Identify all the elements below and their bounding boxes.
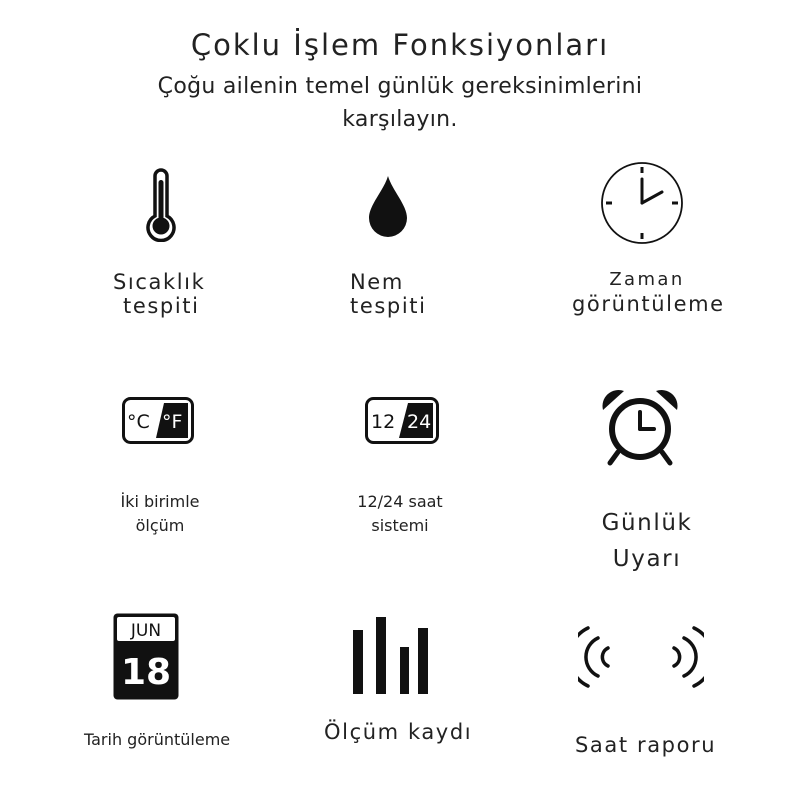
date-label: Tarih görüntüleme <box>84 730 231 749</box>
units-label: İki birimle ölçüm <box>120 492 200 535</box>
alarm-clock-icon <box>600 388 680 468</box>
bar-chart-icon <box>350 614 432 696</box>
calendar-month: JUN <box>130 621 162 641</box>
temperature-label: Sıcaklık tespiti <box>113 270 206 318</box>
report-label: Saat raporu <box>575 733 717 757</box>
celsius-text: °C <box>127 411 150 433</box>
alarm-label: Günlük Uyarı <box>601 510 693 572</box>
sound-waves-icon <box>578 624 704 690</box>
humidity-label: Nem tespiti <box>350 270 427 318</box>
page-subtitle: Çoğu ailenin temel günlük gereksinimlerini karşılayın. <box>157 74 643 132</box>
water-drop-icon <box>366 174 410 240</box>
hour-format-24: 24 <box>407 411 432 433</box>
page-title: Çoklu İşlem Fonksiyonları <box>190 28 610 62</box>
calendar-icon <box>112 612 180 702</box>
clock-icon <box>600 161 684 245</box>
calendar-day: 18 <box>120 652 172 693</box>
thermometer-icon <box>141 166 181 242</box>
record-label: Ölçüm kaydı <box>324 720 473 744</box>
time-label: Zaman görüntüleme <box>572 269 725 316</box>
celsius-fahrenheit-icon <box>122 397 194 444</box>
fahrenheit-text: °F <box>162 411 183 433</box>
format-label: 12/24 saat sistemi <box>357 492 443 535</box>
hour-format-icon <box>365 397 439 444</box>
hour-format-12: 12 <box>371 411 396 433</box>
